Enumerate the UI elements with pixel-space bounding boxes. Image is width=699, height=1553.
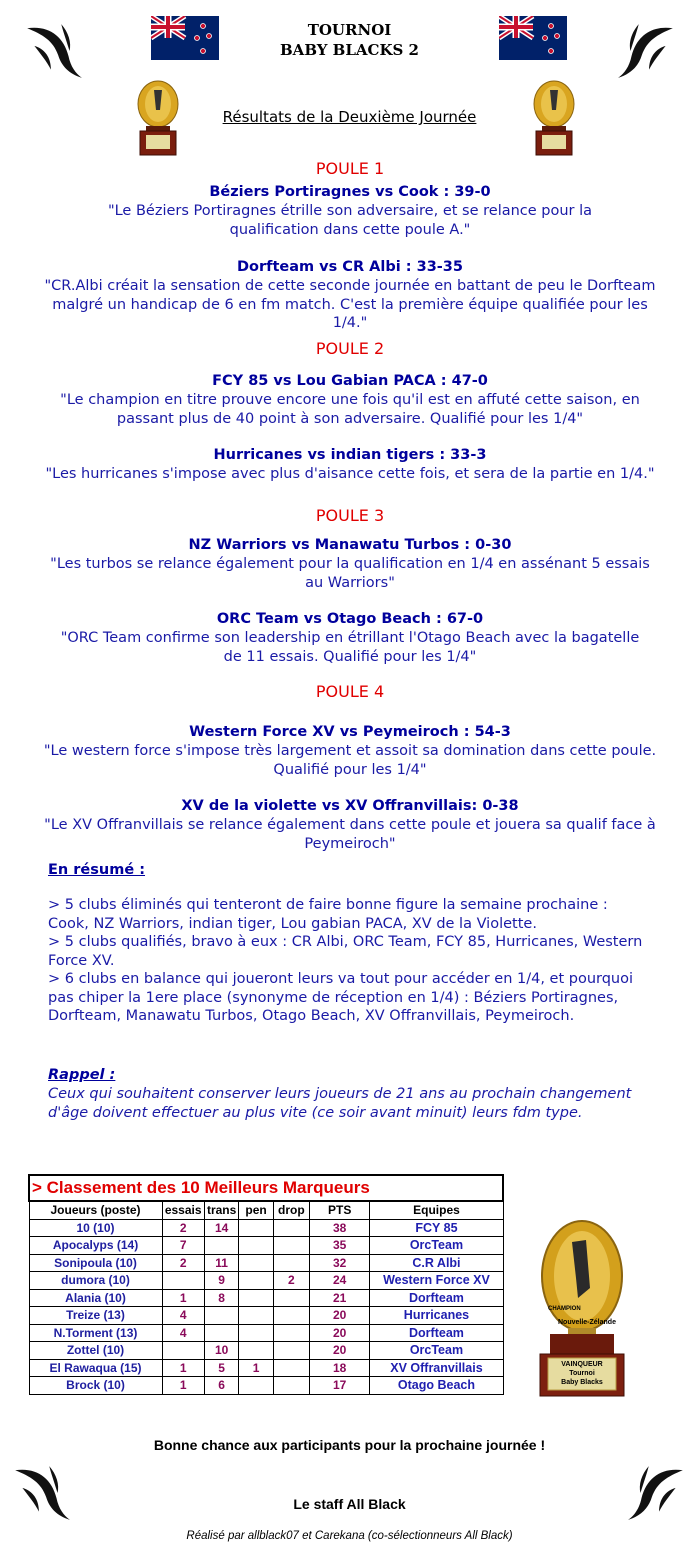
cell-player: Brock (10) — [29, 1377, 162, 1395]
cell-penalties: 1 — [239, 1359, 273, 1377]
cell-conversions: 10 — [204, 1342, 239, 1360]
cell-penalties — [239, 1324, 273, 1342]
table-row — [29, 1289, 503, 1307]
cell-penalties — [239, 1272, 273, 1290]
cell-team: OrcTeam — [370, 1237, 503, 1255]
table-row — [29, 1359, 503, 1377]
cell-points: 35 — [309, 1237, 369, 1255]
credits-line: Réalisé par allblack07 et Carekana (co-sélectionneurs All Black) — [186, 1530, 513, 1542]
table-row — [29, 1219, 503, 1237]
trophy-plaque-line-2: Tournoi — [569, 1370, 595, 1377]
staff-signature: Le staff All Black — [293, 1496, 406, 1512]
cell-points: 24 — [309, 1272, 369, 1290]
poule-3-comment-1: "Les turbos se relance également pour la qualification en 1/4 en assénant 5 essais au Warriors" — [50, 556, 650, 591]
cell-penalties — [239, 1307, 273, 1325]
cell-player: Treize (13) — [29, 1307, 162, 1325]
cell-drops — [273, 1307, 309, 1325]
rappel-heading: Rappel : — [48, 1067, 116, 1083]
poule-2-match-1: FCY 85 vs Lou Gabian PACA : 47-0 — [212, 373, 488, 389]
cell-team: XV Offranvillais — [370, 1359, 503, 1377]
poule-4-match-2: XV de la violette vs XV Offranvillais: 0-38 — [181, 798, 519, 814]
cell-conversions — [204, 1237, 239, 1255]
table-row — [29, 1342, 503, 1360]
cell-drops — [273, 1342, 309, 1360]
cell-points: 21 — [309, 1289, 369, 1307]
cell-drops — [273, 1289, 309, 1307]
cell-player: N.Torment (13) — [29, 1324, 162, 1342]
cell-player: Sonipoula (10) — [29, 1254, 162, 1272]
poule-4-heading: POULE 4 — [315, 682, 385, 701]
tribal-ornament-bottom-left — [10, 1462, 72, 1524]
poule-3-match-1: NZ Warriors vs Manawatu Turbos : 0-30 — [188, 537, 512, 553]
cell-penalties — [239, 1342, 273, 1360]
poule-3-heading: POULE 3 — [315, 506, 385, 525]
poule-2-comment-1: "Le champion en titre prouve encore une fois qu'il est en affuté cette saison, en passant plus de 40 point à son adversaire. Qualifié pour les 1/4" — [60, 392, 640, 427]
cell-player: El Rawaqua (15) — [29, 1359, 162, 1377]
cell-tries: 7 — [162, 1237, 204, 1255]
trophy-plaque — [548, 1360, 616, 1387]
cell-team: Western Force XV — [370, 1272, 503, 1290]
cell-player: Zottel (10) — [29, 1342, 162, 1360]
cell-penalties — [239, 1377, 273, 1395]
title-line-2: BABY BLACKS 2 — [280, 41, 419, 59]
table-header-row — [29, 1201, 503, 1219]
col-header-penalties: pen — [239, 1201, 273, 1219]
col-header-conversions: trans — [204, 1201, 239, 1219]
table-row — [29, 1324, 503, 1342]
cell-tries: 1 — [162, 1359, 204, 1377]
cell-conversions: 9 — [204, 1272, 239, 1290]
cell-conversions: 5 — [204, 1359, 239, 1377]
cell-penalties — [239, 1254, 273, 1272]
trophy-plaque-line-3: Baby Blacks — [561, 1379, 603, 1386]
cell-player: Apocalyps (14) — [29, 1237, 162, 1255]
cell-points: 17 — [309, 1377, 369, 1395]
poule-2-comment-2: "Les hurricanes s'impose avec plus d'aisance cette fois, et sera de la partie en 1/4." — [45, 466, 655, 482]
col-header-drops: drop — [273, 1201, 309, 1219]
cell-points: 38 — [309, 1219, 369, 1237]
cell-conversions: 11 — [204, 1254, 239, 1272]
table-row — [29, 1377, 503, 1395]
cell-tries: 4 — [162, 1307, 204, 1325]
page-subtitle: Résultats de la Deuxième Journée — [222, 108, 477, 126]
cell-team: Otago Beach — [370, 1377, 503, 1395]
poule-1-match-2: Dorfteam vs CR Albi : 33-35 — [237, 259, 463, 275]
cell-tries: 4 — [162, 1324, 204, 1342]
cell-drops — [273, 1219, 309, 1237]
poule-2-heading: POULE 2 — [315, 339, 385, 358]
resume-body — [48, 896, 648, 1026]
cell-penalties — [239, 1219, 273, 1237]
cell-drops — [273, 1359, 309, 1377]
poule-1-match-1: Béziers Portiragnes vs Cook : 39-0 — [209, 184, 491, 200]
cell-tries: 1 — [162, 1377, 204, 1395]
trophy-country-label: Nouvelle-Zélande — [558, 1319, 616, 1326]
cell-points: 20 — [309, 1324, 369, 1342]
tribal-ornament-bottom-right — [626, 1462, 688, 1524]
top-scorers-table — [28, 1174, 504, 1395]
cell-conversions: 14 — [204, 1219, 239, 1237]
poule-4-comment-2: "Le XV Offranvillais se relance également dans cette poule et jouera sa qualif face à Peymeiroch" — [44, 817, 656, 852]
cell-team: C.R Albi — [370, 1254, 503, 1272]
tournament-title — [0, 20, 699, 60]
table-row — [29, 1254, 503, 1272]
resume-heading: En résumé : — [48, 862, 146, 878]
cell-drops — [273, 1377, 309, 1395]
cell-conversions — [204, 1307, 239, 1325]
cell-conversions: 8 — [204, 1289, 239, 1307]
cell-tries: 1 — [162, 1289, 204, 1307]
cell-points: 18 — [309, 1359, 369, 1377]
cell-team: Dorfteam — [370, 1324, 503, 1342]
table-row — [29, 1307, 503, 1325]
cell-player: Alania (10) — [29, 1289, 162, 1307]
trophy-champion-label: CHAMPION — [548, 1306, 581, 1312]
poule-2-match-2: Hurricanes vs indian tigers : 33-3 — [213, 447, 487, 463]
cell-tries: 2 — [162, 1254, 204, 1272]
cell-drops — [273, 1237, 309, 1255]
cell-penalties — [239, 1289, 273, 1307]
cell-player: dumora (10) — [29, 1272, 162, 1290]
col-header-team: Equipes — [370, 1201, 503, 1219]
poule-3-comment-2: "ORC Team confirme son leadership en étrillant l'Otago Beach avec la bagatelle de 11 essais. Qualifié pour les 1/4" — [60, 630, 640, 665]
cell-tries: 2 — [162, 1219, 204, 1237]
cell-team: OrcTeam — [370, 1342, 503, 1360]
cell-drops — [273, 1324, 309, 1342]
cell-drops: 2 — [273, 1272, 309, 1290]
poule-3-match-2: ORC Team vs Otago Beach : 67-0 — [216, 611, 484, 627]
poule-1-comment-2: "CR.Albi créait la sensation de cette seconde journée en battant de peu le Dorfteam malgré un handicap de 6 en fm match. C'est la première équipe qualifiée pour les 1/4." — [44, 278, 656, 331]
cell-points: 32 — [309, 1254, 369, 1272]
good-luck-message: Bonne chance aux participants pour la prochaine journée ! — [153, 1437, 546, 1453]
table-row — [29, 1272, 503, 1290]
resume-qualified: > 5 clubs qualifiés, bravo à eux : CR Albi, ORC Team, FCY 85, Hurricanes, Western Force XV. — [48, 934, 643, 969]
poule-4-match-1: Western Force XV vs Peymeiroch : 54-3 — [189, 724, 511, 740]
cell-points: 20 — [309, 1307, 369, 1325]
col-header-tries: essais — [162, 1201, 204, 1219]
cell-points: 20 — [309, 1342, 369, 1360]
cell-drops — [273, 1254, 309, 1272]
cell-team: FCY 85 — [370, 1219, 503, 1237]
cell-tries — [162, 1272, 204, 1290]
cell-conversions — [204, 1324, 239, 1342]
title-line-1: TOURNOI — [307, 21, 392, 39]
poule-1-heading: POULE 1 — [315, 159, 385, 178]
col-header-points: PTS — [309, 1201, 369, 1219]
cell-player: 10 (10) — [29, 1219, 162, 1237]
table-row — [29, 1237, 503, 1255]
cell-conversions: 6 — [204, 1377, 239, 1395]
cell-team: Hurricanes — [370, 1307, 503, 1325]
col-header-player: Joueurs (poste) — [29, 1201, 162, 1219]
poule-4-comment-1: "Le western force s'impose très largement et assoit sa domination dans cette poule. Qualifié pour les 1/4" — [43, 743, 657, 778]
trophy-plaque-line-1: VAINQUEUR — [561, 1361, 603, 1368]
cell-team: Dorfteam — [370, 1289, 503, 1307]
cell-penalties — [239, 1237, 273, 1255]
poule-1-comment-1: "Le Béziers Portiragnes étrille son adversaire, et se relance pour la qualification dans cette poule A." — [107, 203, 593, 238]
resume-undecided: > 6 clubs en balance qui joueront leurs va tout pour accéder en 1/4, et pourquoi pas chiper la 1ere place (synonyme de réception en 1/4) : Béziers Portiragnes, Dorfteam, Manawatu Turbos, Otago Beach, XV Offranvillais, Peymeiroch. — [48, 971, 634, 1024]
resume-eliminated: > 5 clubs éliminés qui tenteront de faire bonne figure la semaine prochaine : Cook, NZ Warriors, indian tiger, Lou gabian PACA, XV de la Violette. — [48, 897, 608, 932]
table-caption: > Classement des 10 Meilleurs Marqueurs — [29, 1175, 503, 1201]
cell-tries — [162, 1342, 204, 1360]
rappel-text: Ceux qui souhaitent conserver leurs joueurs de 21 ans au prochain changement d'âge doivent effectuer au plus vite (ce soir avant minuit) leurs fdm type. — [48, 1086, 632, 1121]
